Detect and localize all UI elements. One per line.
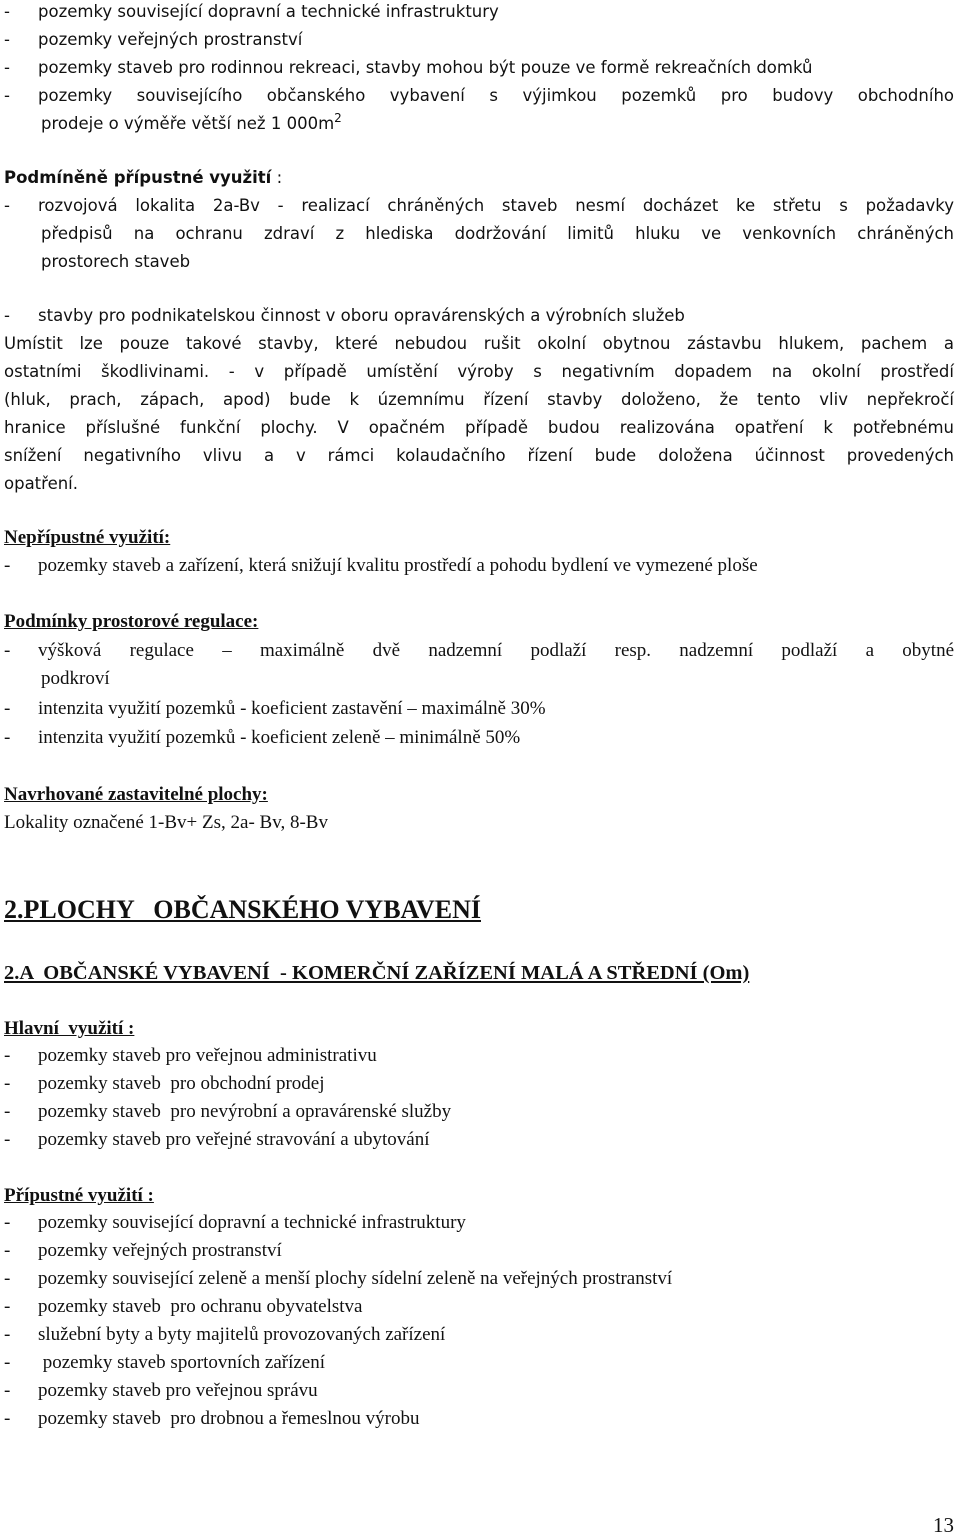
list-item: - výšková regulace – maximálně dvě nadzemní podlaží resp. nadzemní podlaží a obytné xyxy=(4,640,954,661)
list-item: - pozemky staveb pro drobnou a řemeslnou výrobu xyxy=(4,1408,420,1429)
paragraph-line: (hluk, prach, zápach, apod) bude k územnímu řízení stavby doloženo, že tento vliv nepřekročí xyxy=(4,390,954,409)
list-item: - pozemky veřejných prostranství xyxy=(4,30,303,49)
paragraph-line: snížení negativního vlivu a v rámci kolaudačního řízení bude doložena účinnost provedených xyxy=(4,446,954,465)
list-item: - pozemky staveb pro veřejnou správu xyxy=(4,1380,318,1401)
page-number: 13 xyxy=(933,1513,954,1537)
paragraph-line: opatření. xyxy=(4,474,79,493)
section-heading: Přípustné využití : xyxy=(4,1185,154,1206)
list-item: - pozemky staveb pro rodinnou rekreaci, stavby mohou být pouze ve formě rekreačních domků xyxy=(4,58,813,77)
list-item-continuation: prostorech staveb xyxy=(41,252,191,271)
list-item-continuation: předpisů na ochranu zdraví z hlediska dodržování limitů hluku ve venkovních chráněných xyxy=(41,224,954,243)
list-item: - služební byty a byty majitelů provozovaných zařízení xyxy=(4,1324,446,1345)
list-item: - pozemky staveb pro obchodní prodej xyxy=(4,1073,325,1094)
list-item: - pozemky souvisejícího občanského vybavení s výjimkou pozemků pro budovy obchodního xyxy=(4,86,954,105)
list-item: - pozemky staveb pro veřejné stravování a ubytování xyxy=(4,1129,430,1150)
list-item: - pozemky staveb a zařízení, která snižují kvalitu prostředí a pohodu bydlení ve vymezené ploše xyxy=(4,555,758,576)
list-item: - pozemky staveb pro ochranu obyvatelstva xyxy=(4,1296,363,1317)
list-item: - pozemky související dopravní a technické infrastruktury xyxy=(4,2,499,21)
chapter-title: 2.PLOCHY OBČANSKÉHO VYBAVENÍ xyxy=(4,895,481,924)
list-item: - pozemky související dopravní a technické infrastruktury xyxy=(4,1212,466,1233)
list-item: - pozemky staveb sportovních zařízení xyxy=(4,1352,326,1373)
section-title: 2.A OBČANSKÉ VYBAVENÍ - KOMERČNÍ ZAŘÍZENÍ MALÁ A STŘEDNÍ (Om) xyxy=(4,962,750,984)
paragraph-line: ostatními škodlivinami. - v případě umístění výroby s negativním dopadem na okolní prostředí xyxy=(4,362,954,381)
list-item: - intenzita využití pozemků - koeficient zastavění – maximálně 30% xyxy=(4,698,546,719)
paragraph-line: Umístit lze pouze takové stavby, které nebudou rušit okolní obytnou zástavbu hlukem, pachem a xyxy=(4,334,954,353)
section-heading: Navrhované zastavitelné plochy: xyxy=(4,784,268,805)
section-heading: Nepřípustné využití: xyxy=(4,527,171,548)
list-item-continuation: prodeje o výměře větší než 1 $000m^2$ xyxy=(41,111,342,133)
list-item: - pozemky veřejných prostranství xyxy=(4,1240,282,1261)
section-heading: Podmíněně přípustné využití : xyxy=(4,168,283,187)
list-item: - pozemky staveb pro nevýrobní a opravárenské služby xyxy=(4,1101,452,1122)
list-item: - stavby pro podnikatelskou činnost v oboru opravárenských a výrobních služeb xyxy=(4,306,685,325)
section-heading: Podmínky prostorové regulace: xyxy=(4,611,259,632)
list-item: - pozemky staveb pro veřejnou administrativu xyxy=(4,1045,377,1066)
section-heading: Hlavní využití : xyxy=(4,1018,135,1039)
list-item-continuation: podkroví xyxy=(41,668,110,689)
list-item: - rozvojová lokalita 2a-Bv - realizací chráněných staveb nesmí docházet ke střetu s požadavky xyxy=(4,196,954,215)
list-item: - pozemky související zeleně a menší plochy sídelní zeleně na veřejných prostranství xyxy=(4,1268,673,1289)
list-item: - intenzita využití pozemků - koeficient zeleně – minimálně 50% xyxy=(4,727,521,748)
paragraph-line: hranice příslušné funkční plochy. V opačném případě budou realizována opatření k potřebnému xyxy=(4,418,954,437)
paragraph-line: Lokality označené 1-Bv+ Zs, 2a- Bv, 8-Bv xyxy=(4,812,328,833)
